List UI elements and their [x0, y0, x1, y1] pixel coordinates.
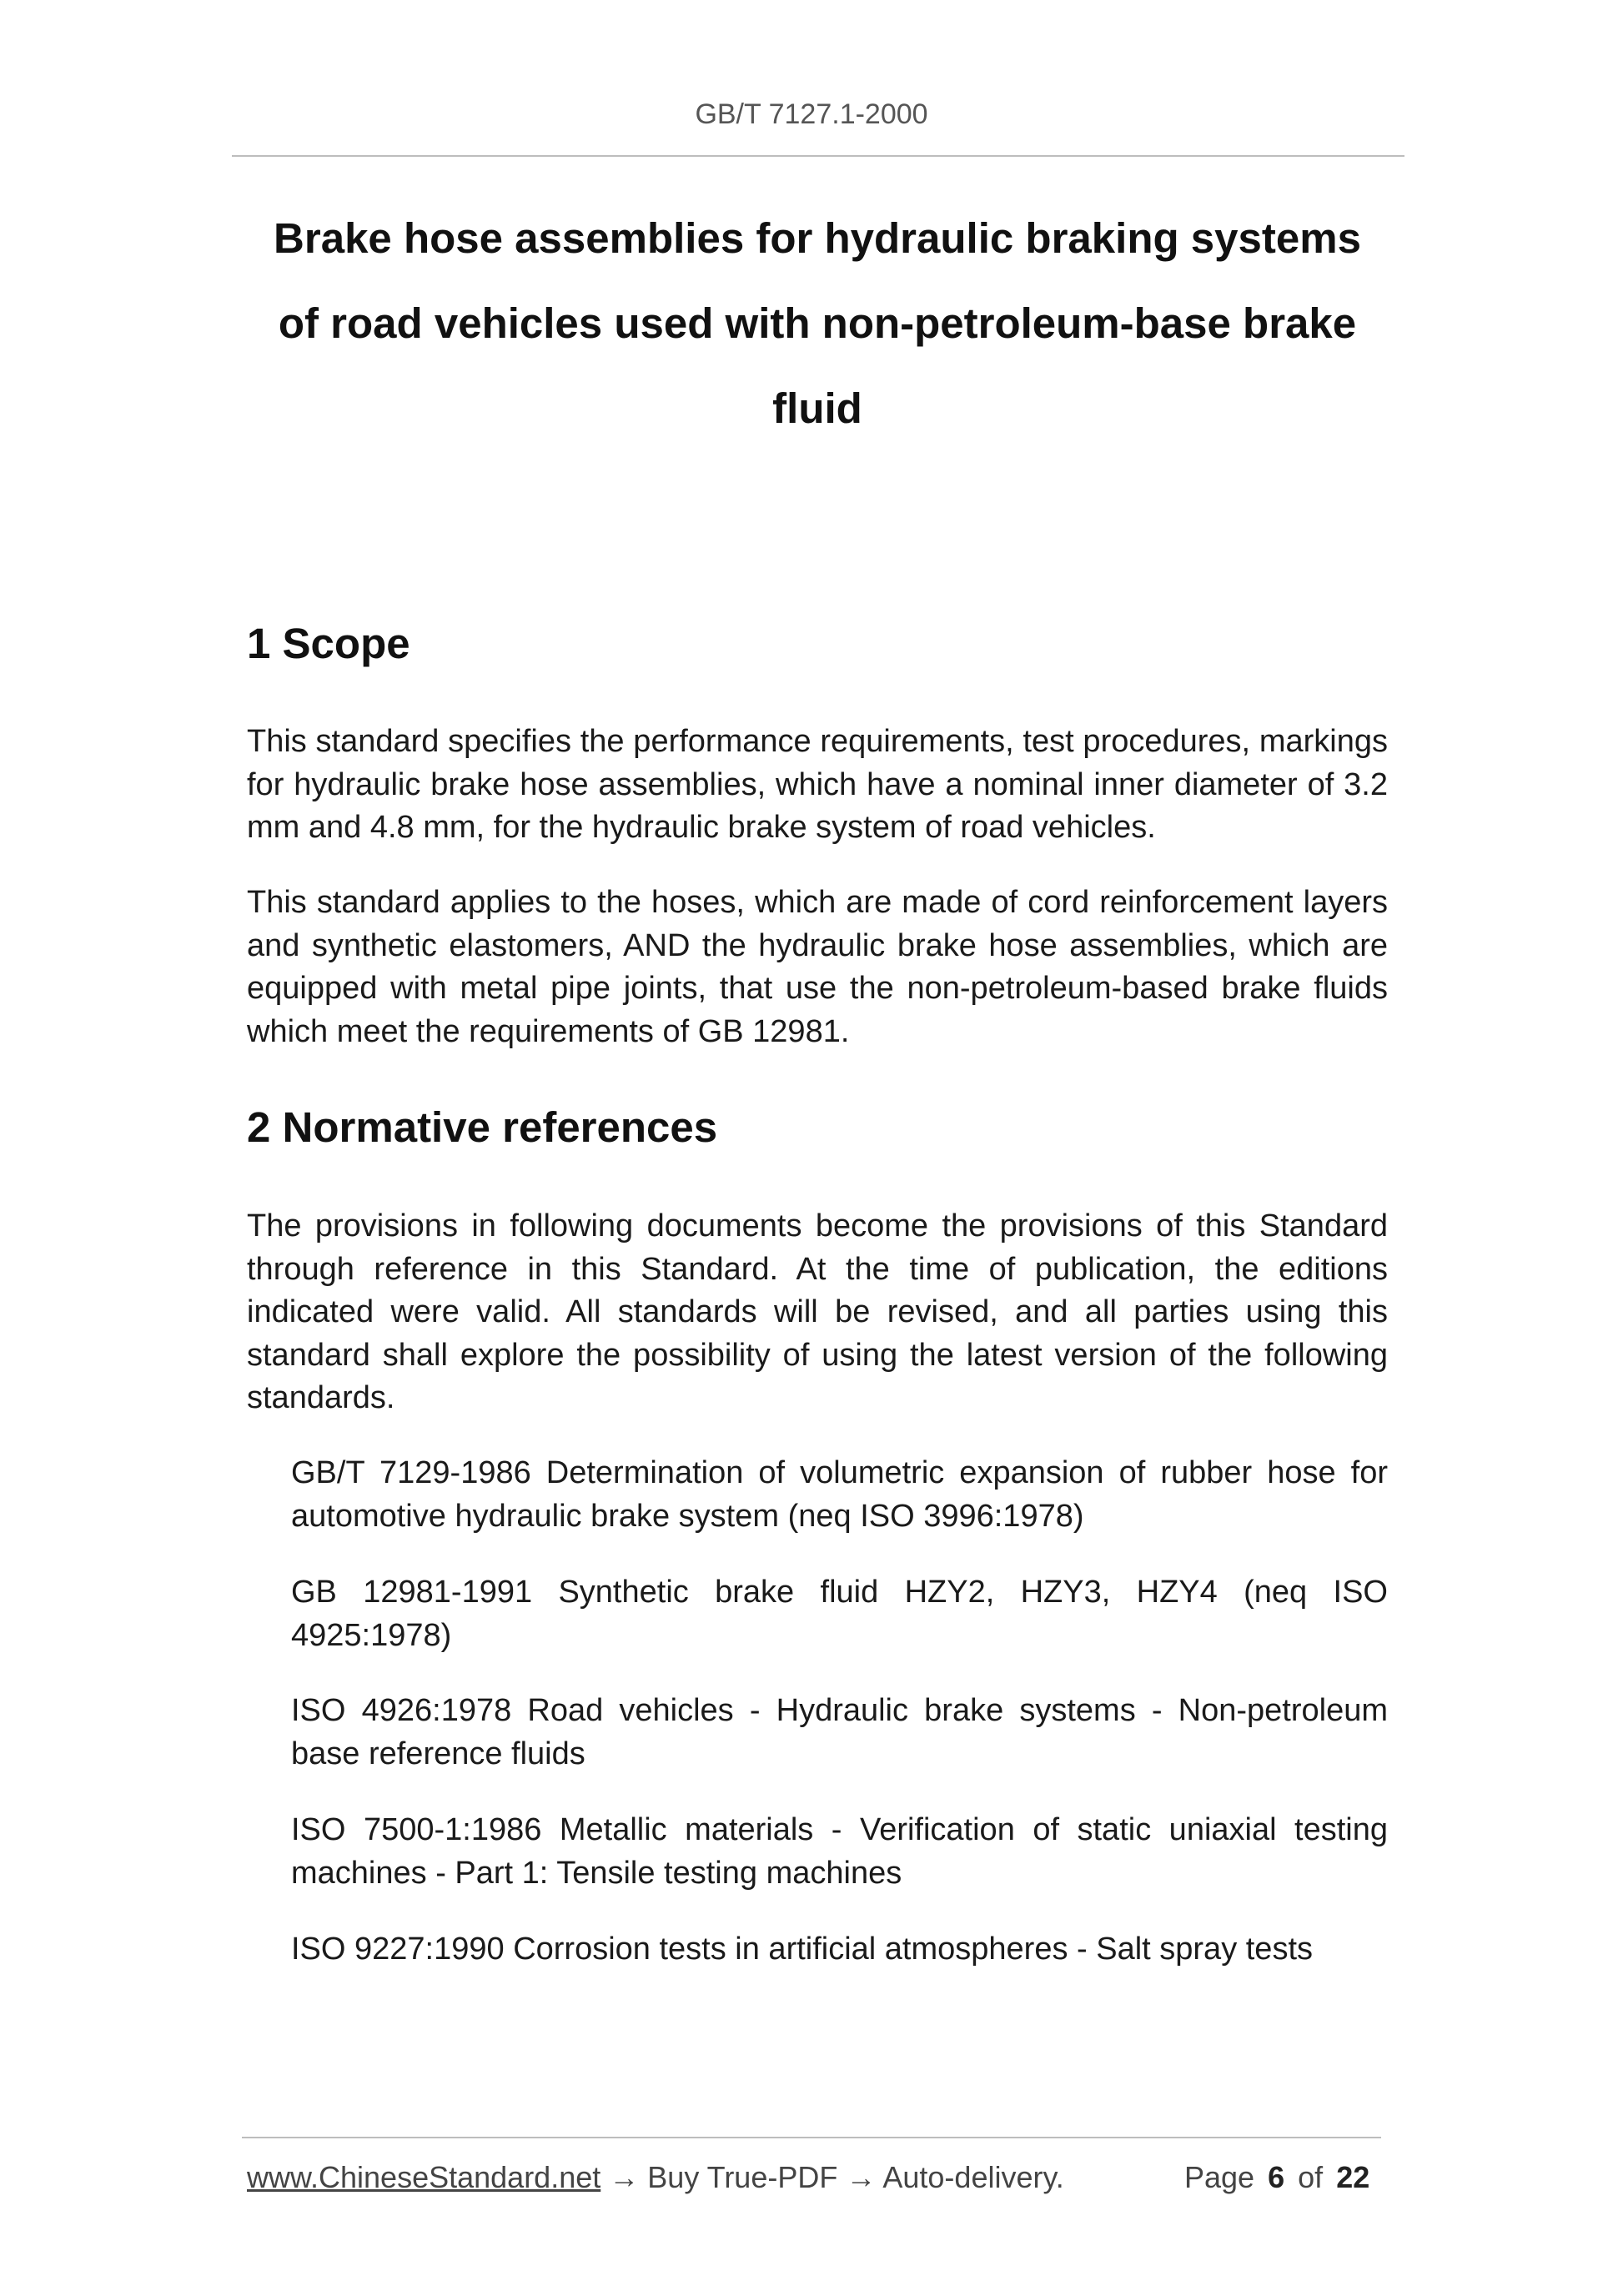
of-label: of [1298, 2160, 1324, 2194]
scope-paragraph-1: This standard specifies the performance requirements, test procedures, markings for hydraulic brake hose assemblies, which have a nominal inner diameter of 3.2 mm and 4.8 mm, for the hydraulic brake system of road vehicles. [247, 724, 1388, 845]
title-line-2: of road vehicles used with non-petroleum-base brake [278, 299, 1357, 347]
reference-item: ISO 7500-1:1986 Metallic materials - Verification of static uniaxial testing machines - Part 1: Tensile testing machines [291, 1812, 1388, 1891]
normative-intro-paragraph: The provisions in following documents become the provisions of this Standard through reference in this Standard. At the time of publication, the editions indicated were valid. All standards will be revised, and all parties using this standard shall explore the possibility of using the latest version of the following standards. [247, 1208, 1388, 1415]
section-heading-scope: 1 Scope [247, 620, 410, 667]
arrow-icon: → [609, 2160, 640, 2194]
document-code-header: GB/T 7127.1-2000 [695, 98, 928, 130]
title-line-1: Brake hose assemblies for hydraulic braking systems [274, 214, 1361, 262]
page-total: 22 [1336, 2160, 1370, 2194]
reference-item: GB/T 7129-1986 Determination of volumetric expansion of rubber hose for automotive hydraulic brake system (neq ISO 3996:1978) [291, 1455, 1388, 1534]
page-indicator [1184, 2160, 1369, 2195]
page-label: Page [1184, 2160, 1255, 2194]
footer-promo [247, 2160, 1064, 2195]
website-link[interactable]: www.ChineseStandard.net [247, 2160, 601, 2194]
auto-delivery-text: Auto-delivery. [882, 2160, 1064, 2194]
footer-divider [242, 2137, 1381, 2138]
section-heading-normative-references: 2 Normative references [247, 1103, 718, 1151]
arrow-icon: → [846, 2160, 877, 2194]
page-number: 6 [1268, 2160, 1285, 2194]
buy-pdf-text: Buy True-PDF [647, 2160, 838, 2194]
reference-item: ISO 9227:1990 Corrosion tests in artificial atmospheres - Salt spray tests [291, 1932, 1313, 1967]
reference-item: ISO 4926:1978 Road vehicles - Hydraulic brake systems - Non-petroleum base reference fluids [291, 1693, 1388, 1771]
header-divider [232, 155, 1404, 157]
document-title [209, 196, 1426, 451]
reference-item: GB 12981-1991 Synthetic brake fluid HZY2, HZY3, HZY4 (neq ISO 4925:1978) [291, 1575, 1388, 1653]
scope-paragraph-2: This standard applies to the hoses, which are made of cord reinforcement layers and synthetic elastomers, AND the hydraulic brake hose assemblies, which are equipped with metal pipe joints, that use the non-petroleum-based brake fluids which meet the requirements of GB 12981. [247, 885, 1388, 1049]
title-line-3: fluid [772, 384, 862, 432]
